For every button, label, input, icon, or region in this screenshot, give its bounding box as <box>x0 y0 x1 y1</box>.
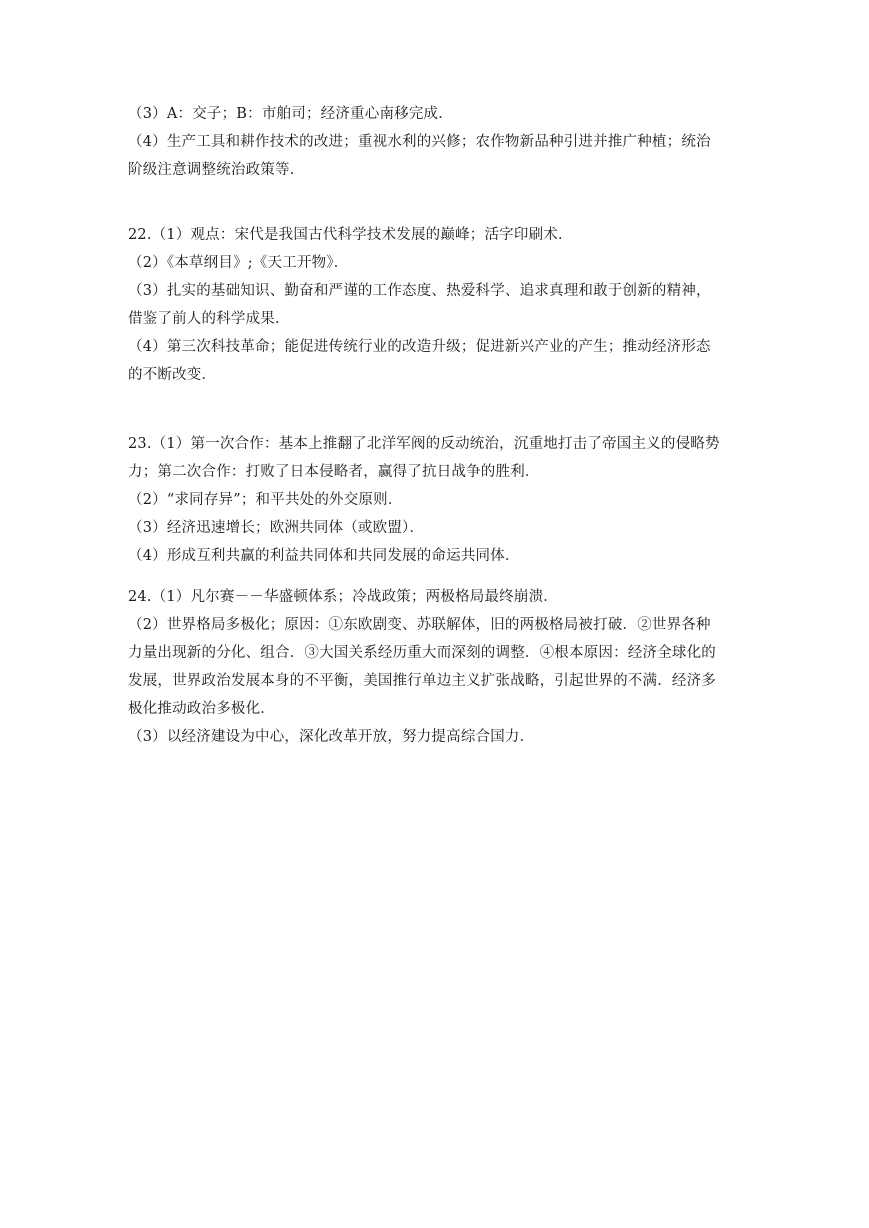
answer-block-23 <box>128 430 748 570</box>
answer-line: 23.（1）第一次合作：基本上推翻了北洋军阀的反动统治，沉重地打击了帝国主义的侵略势 <box>128 436 720 452</box>
answer-line: 借鉴了前人的科学成果． <box>128 311 290 327</box>
answer-line: （2）《本草纲目》;《天工开物》． <box>128 255 349 271</box>
answer-line: 24.（1）凡尔赛－－华盛顿体系；冷战政策；两极格局最终崩溃． <box>128 589 558 605</box>
answer-line: 力；第二次合作：打败了日本侵略者，赢得了抗日战争的胜利． <box>128 464 540 480</box>
answer-line: （3）以经济建设为中心，深化改革开放，努力提高综合国力． <box>128 729 535 745</box>
answer-line: （2）世界格局多极化；原因：①东欧剧变、苏联解体，旧的两极格局被打破．②世界各种 <box>128 617 711 633</box>
answer-line: （3）A：交子；B：市舶司；经济重心南移完成． <box>128 106 453 122</box>
answer-line: 的不断改变． <box>128 367 217 383</box>
answer-line: （4）形成互利共赢的利益共同体和共同发展的命运共同体． <box>128 548 520 564</box>
answer-line: （2）“求同存异”；和平共处的外交原则． <box>128 492 403 508</box>
answer-block-22 <box>128 221 748 389</box>
answer-line: 力量出现新的分化、组合．③大国关系经历重大而深刻的调整．④根本原因：经济全球化的 <box>128 645 716 661</box>
answer-line: 阶级注意调整统治政策等． <box>128 162 305 178</box>
answer-line: （4）生产工具和耕作技术的改进；重视水利的兴修；农作物新品种引进并推广种植；统治 <box>128 134 711 150</box>
answer-line: （3）经济迅速增长；欧洲共同体（或欧盟）． <box>128 520 425 536</box>
answer-line: 极化推动政治多极化． <box>128 701 275 717</box>
answer-block-24 <box>128 583 748 751</box>
answer-line: 发展，世界政治发展本身的不平衡，美国推行单边主义扩张战略，引起世界的不满．经济多 <box>128 673 716 689</box>
answer-line: （4）第三次科技革命；能促进传统行业的改造升级；促进新兴产业的产生；推动经济形态 <box>128 339 711 355</box>
answer-line: 22.（1）观点：宋代是我国古代科学技术发展的巅峰；活字印刷术． <box>128 227 573 243</box>
answer-block-21 <box>128 100 748 184</box>
answer-line: （3）扎实的基础知识、勤奋和严谨的工作态度、热爱科学、追求真理和敢于创新的精神， <box>128 283 711 299</box>
